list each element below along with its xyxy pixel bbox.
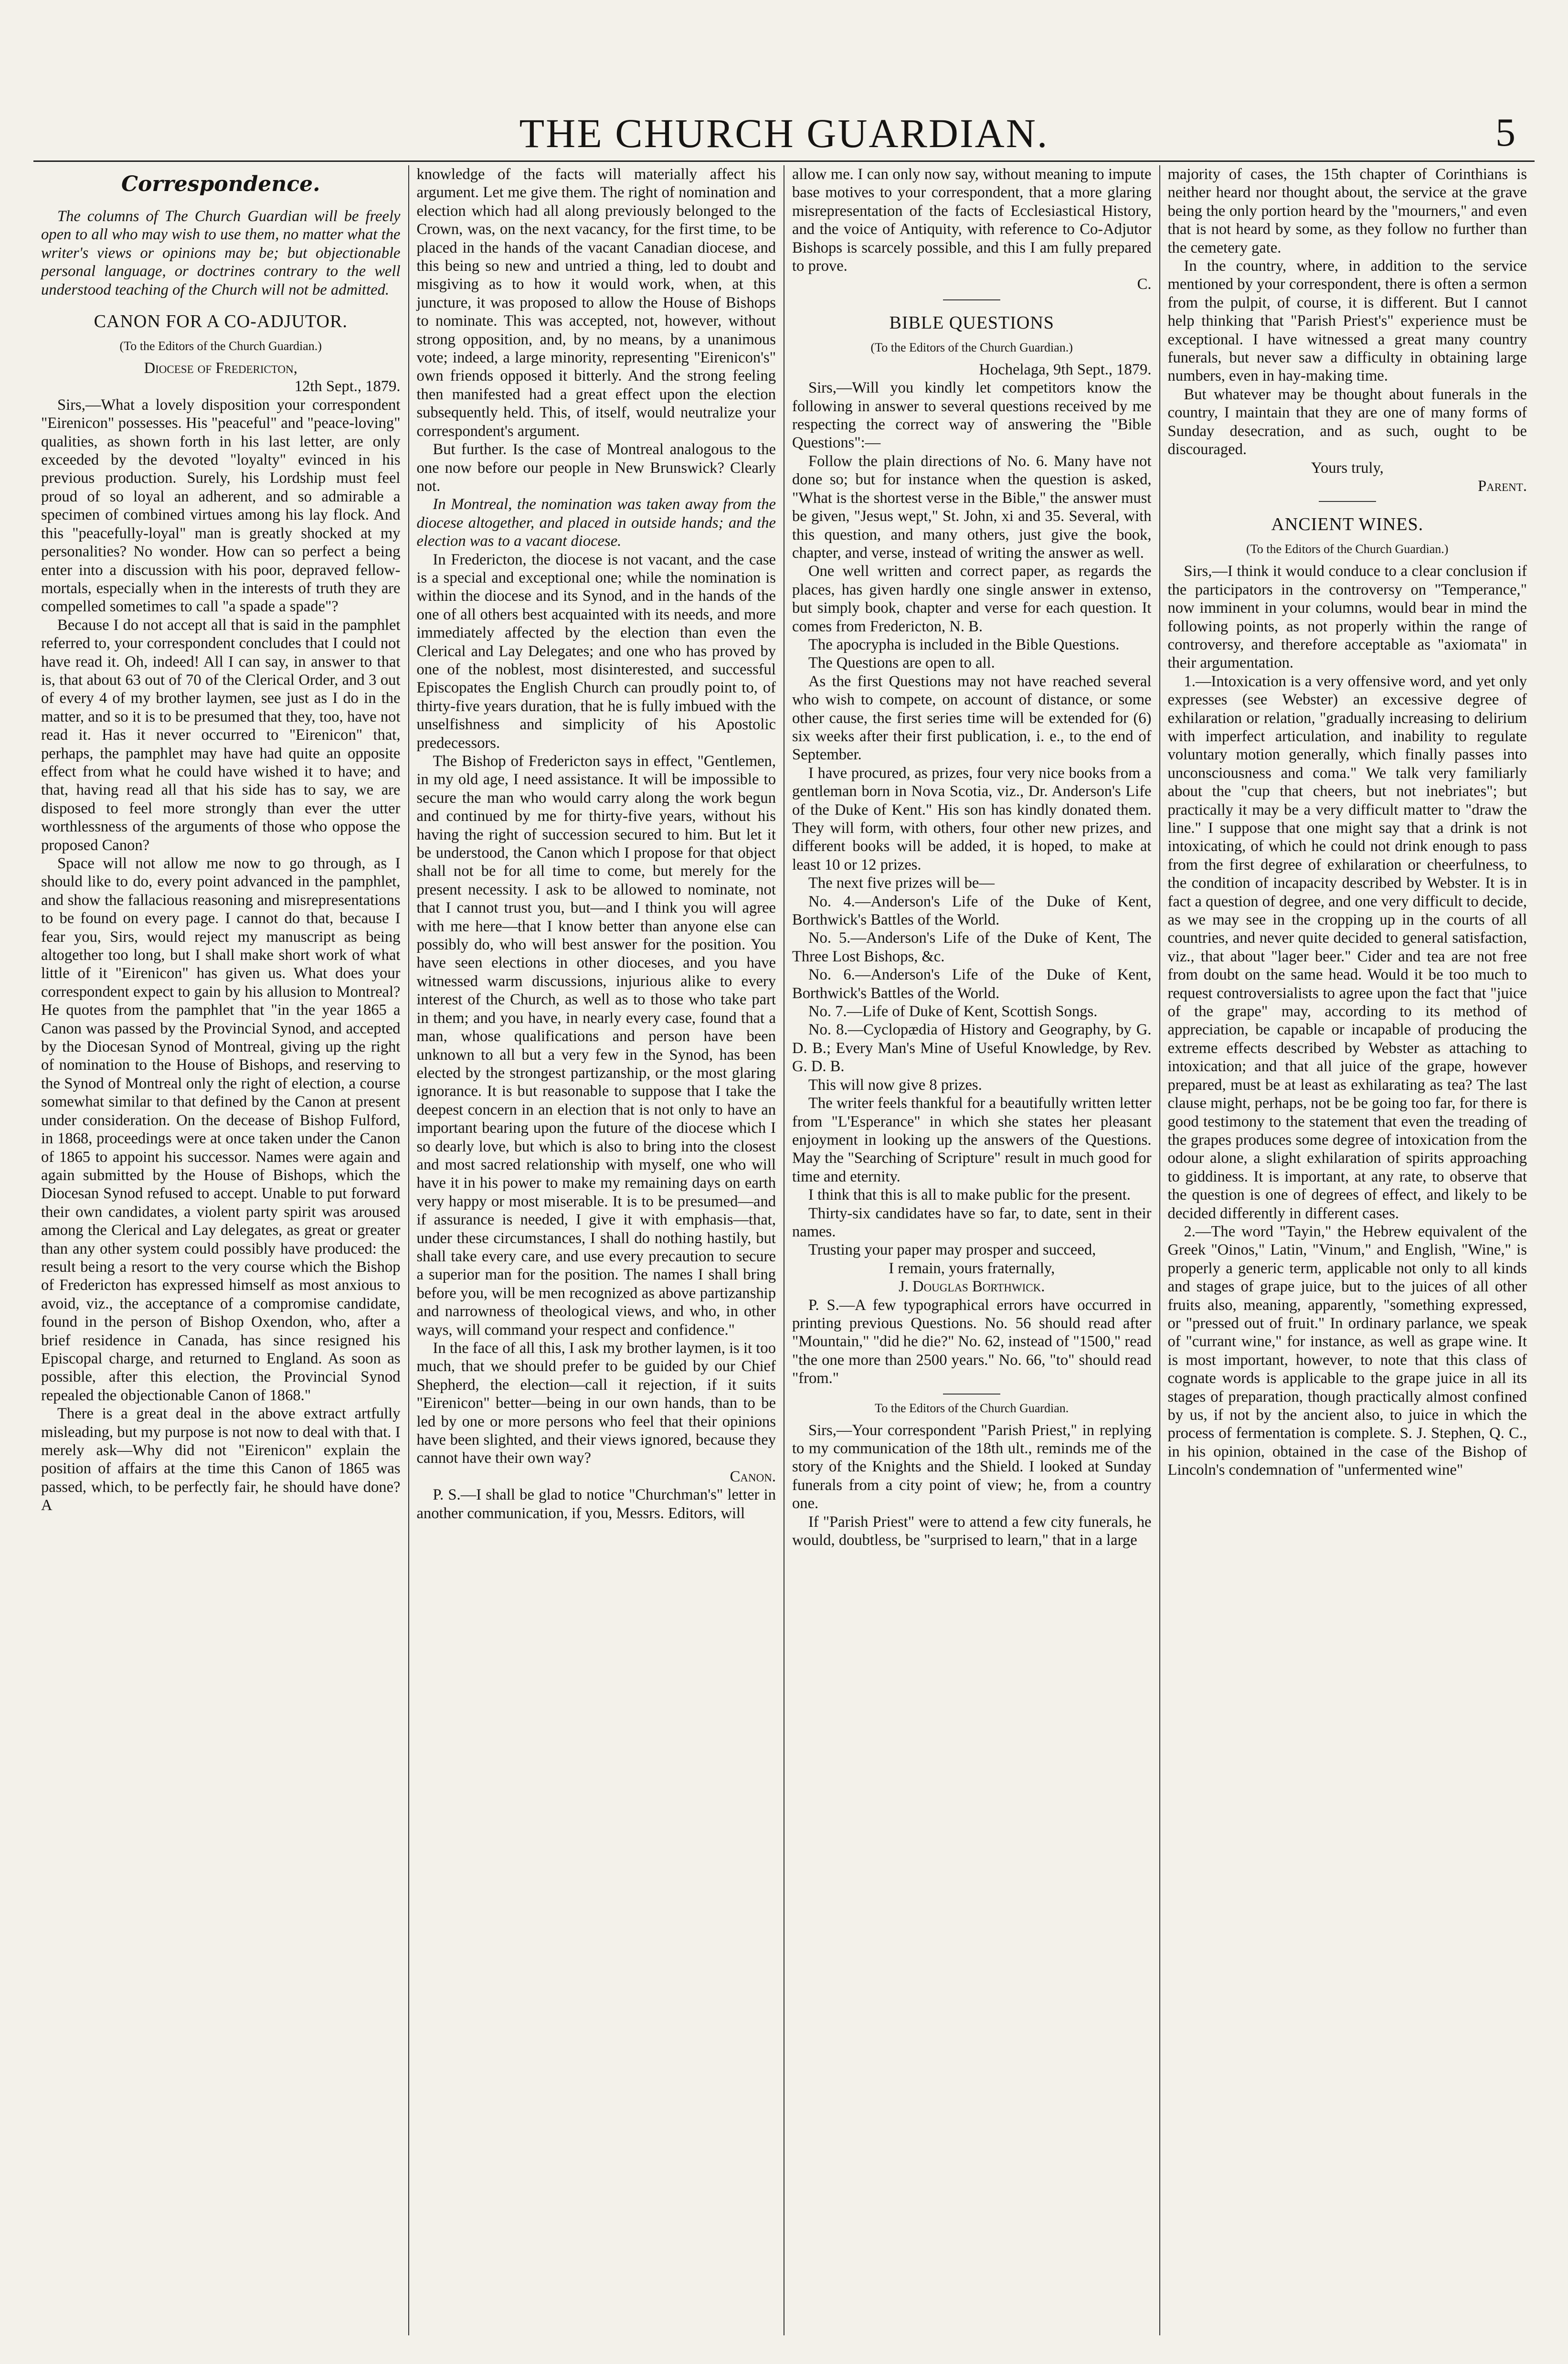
paragraph: One well written and correct paper, as regards the places, has given hardly one single answer in extenso, but simply book, chapter and verse for each question. It comes from Fredericton, N. B. bbox=[792, 563, 1152, 635]
paragraph: I think that this is all to make public for the present. bbox=[808, 1186, 1131, 1204]
paragraph: There is a great deal in the above extract artfully misleading, but my purpose is not now to deal with that. I merely ask—Why did not "Eirenicon" explain the position of affairs at the time this Canon of 1865 was passed, which, to be perfectly fair, he should have done? A bbox=[41, 1405, 401, 1514]
paragraph: P. S.—A few typographical errors have occurred in printing previous Questions. No. 56 should read after "Mountain," "did he die?" No. 62, instead of "1500," read "the one more than 2500 years." No. 66, "to" should read "from." bbox=[792, 1296, 1152, 1387]
paragraph: This will now give 8 prizes. bbox=[808, 1076, 982, 1094]
column-4 bbox=[1159, 165, 1535, 2335]
paragraph: Thirty-six candidates have so far, to date, sent in their names. bbox=[792, 1204, 1152, 1240]
newspaper-title: THE CHURCH GUARDIAN. bbox=[519, 110, 1049, 156]
paragraph: In the face of all this, I ask my brother laymen, is it too much, that we should prefer to be guided by our Chief Shepherd, the election—call it rejection, if it suits "Eirenicon" better—being in our own hands, than to be led by one or more persons who feel that their opinions have been slighted, and their views ignored, because they cannot have their own way? bbox=[416, 1340, 776, 1467]
separator-rule bbox=[1319, 501, 1376, 502]
editorial-policy-note: The columns of The Church Guardian will be freely open to all who may wish to use them, no matter what the writer's views or opinions may be; but objectionable personal language, or doctrines contrary to the well understood teaching of the Church will not be admitted. bbox=[41, 208, 401, 298]
masthead-rule bbox=[33, 160, 1535, 162]
paragraph: Space will not allow me now to go through, as I should like to do, every point advanced in the pamphlet, and show the fallacious reasoning and misrepresentations to be found on every page. I cannot do that, because I fear you, Sirs, would reject my manuscript as being altogether too long, but I shall make short work of what little of it "Eirenicon" has given us. What does your correspondent expect to gain by his allusion to Montreal? He quotes from the pamphlet that "in the year 1865 a Canon was passed by the Provincial Synod, and accepted by the Diocesan Synod of Montreal, giving up the right of nomination to the House of Bishops, and reserving to the Synod of Montreal only the right of election, a course somewhat similar to that defined by the Canon at present under consideration. On the decease of Bishop Fulford, in 1868, proceedings were at once taken under the Canon of 1865 to appoint his successor. Names were again and again submitted by the House of Bishops, which the Diocesan Synod refused to accept. Unable to put forward their own candidates, a violent party spirit was aroused among the Clerical and Lay delegates, as great or greater than any other system could possibly have produced: the result being a resort to the very course which the Bishop of Fredericton has expressed himself as most anxious to avoid, viz., the acceptance of a compromise candidate, found in the person of Bishop Oxendon, who, after a brief residence in Canada, has since resigned his Episcopal charge, and returned to England. As soon as possible, after this election, the Provincial Synod repealed the objectionable Canon of 1868." bbox=[41, 855, 401, 1404]
paragraph: 1.—Intoxication is a very offensive word, and yet only expresses (see Webster) an excessive degree of exhilaration or relation, "gradually increasing to delirium with imperfect articulation, and inability to regulate voluntary motion generally, which finally passes into unconsciousness and coma." We talk very familiarly about the "cup that cheers, but not inebriates"; but practically it may be a very difficult matter to "draw the line." I suppose that one might say that a drink is not intoxicating, of which he could not drink enough to pass from the first degree of exhilaration or cheerfulness, to the condition of incapacity described by Webster. It is in fact a question of degree, and one very difficult to decide, as we may see in the cropping up in the courts of all countries, and never quite decided to general satisfaction, viz., that about "lager beer." Cider and tea are not free from doubt on the same head. Would it be too much to request controversialists to agree upon the fact that "juice of the grape" may, according to its method of appreciation, be capable or incapable of producing the extreme effects described by Webster as attaching to intoxication; and that all juice of the grape, however prepared, must be at least as exhilarating as tea? The last clause might, perhaps, not be be going too far, for there is good testimony to the statement that even the treading of the grapes produces some degree of intoxication from the odour alone, a slight exhilaration of spirits approaching to giddiness. It is important, at any rate, to observe that the question is one of degrees of effect, and likely to be decided differently in different cases. bbox=[1167, 672, 1527, 1222]
paragraph: The next five prizes will be— bbox=[808, 874, 995, 892]
section-title: Correspondence. bbox=[121, 172, 320, 196]
page-number: 5 bbox=[1495, 110, 1515, 155]
paragraph: The Questions are open to all. bbox=[808, 654, 995, 672]
paragraph: But whatever may be thought about funerals in the country, I maintain that they are one of many forms of Sunday desecration, and as such, ought to be discouraged. bbox=[1167, 385, 1527, 458]
column-2 bbox=[408, 165, 784, 2335]
paragraph: As the first Questions may not have reached several who wish to compete, on account of distance, or some other cause, the first series time will be extended for (6) six weeks after their first publication, i. e., to the end of September. bbox=[792, 672, 1152, 764]
dateline-place: Diocese of Fredericton, bbox=[144, 360, 297, 377]
paragraph: In the country, where, in addition to the service mentioned by your correspondent, there is often a sermon from the pulpit, of course, it is different. But I cannot help thinking that "Parish Priest's" experience must be exceptional. I have witnessed a great many country funerals, but never saw a difficulty in obtaining large numbers, even in hay-making time. bbox=[1167, 257, 1527, 385]
paragraph: In Fredericton, the diocese is not vacant, and the case is a special and exceptional one; while the nomination is within the diocese and its Synod, and in the hands of the one of all others best acquainted with its needs, and more immediately affected by the election than even the Clerical and Lay Delegates; and one who has proved by one of the noblest, most disinterested, and successful Episcopates the English Church can proudly point to, of thirty-five years duration, that he is fully imbued with the unselfishness and simplicity of his Apostolic predecessors. bbox=[416, 551, 776, 752]
paragraph: Sirs,—I think it would conduce to a clear conclusion if the participators in the controversy on "Temperance," now imminent in your columns, would bear in mind the following points, as not properly within the range of controversy, and therefore acceptable as "axiomata" in their argumentation. bbox=[1167, 563, 1527, 672]
separator-rule bbox=[943, 299, 1000, 300]
signature: J. Douglas Borthwick. bbox=[899, 1278, 1045, 1296]
column-3 bbox=[784, 165, 1159, 2335]
dateline-date: 12th Sept., 1879. bbox=[294, 378, 401, 395]
signature: Canon. bbox=[730, 1468, 776, 1485]
paragraph: I have procured, as prizes, four very nice books from a gentleman born in Nova Scotia, viz., Dr. Anderson's Life of the Duke of Kent." His son has kindly donated them. They will form, with others, four other new prizes, and different books will be added, it is hoped, to make at least 10 or 12 prizes. bbox=[792, 764, 1152, 873]
paragraph: In Montreal, the nomination was taken away from the diocese altogether, and placed in outside hands; and the election was to a vacant diocese. bbox=[416, 496, 776, 550]
paragraph: If "Parish Priest" were to attend a few city funerals, he would, doubtless, be "surprised to learn," that in a large bbox=[792, 1513, 1152, 1549]
paragraph: Sirs,—Your correspondent "Parish Priest," in replying to my communication of the 18th ult., reminds me of the story of the Knights and the Shield. I looked at Sunday funerals from a city point of view; he, from a country one. bbox=[792, 1421, 1152, 1512]
masthead bbox=[33, 0, 1535, 158]
paragraph: allow me. I can only now say, without meaning to impute base motives to your correspondent, that a more glaring misrepresentation of the facts of Ecclesiastical History, and the voice of Antiquity, with reference to Co-Adjutor Bishops is scarcely possible, and this I am fully prepared to prove. bbox=[792, 166, 1152, 275]
paragraph: knowledge of the facts will materially affect his argument. Let me give them. The right of nomination and election which had all along previously belonged to the Crown, was, on the next vacancy, for the first time, to be placed in the hands of the vacant Canadian diocese, and this being so new and untried a thing, led to doubt and misgiving as to how it would work, when, at this juncture, it was proposed to allow the House of Bishops to nominate. This was accepted, not, however, without strong opposition, and, by no means, by a unanimous vote; indeed, a large minority, representing "Eirenicon's" own friends opposed it bitterly. And the strong feeling then manifested had a great effect upon the election subsequently held. This, of itself, would neutralize your correspondent's argument. bbox=[416, 166, 776, 440]
to-editors-line: (To the Editors of the Church Guardian.) bbox=[119, 339, 322, 353]
separator-rule bbox=[943, 1394, 1000, 1395]
paragraph: majority of cases, the 15th chapter of Corinthians is neither heard nor thought about, the service at the grave being the only portion heard by the "mourners," and even that is not heard by some, as they follow no further than the cemetery gate. bbox=[1167, 166, 1527, 256]
paragraph: No. 5.—Anderson's Life of the Duke of Kent, The Three Lost Bishops, &c. bbox=[792, 929, 1152, 965]
article-title-bible: BIBLE QUESTIONS bbox=[889, 312, 1054, 333]
paragraph: Because I do not accept all that is said in the pamphlet referred to, your correspondent concludes that I could not have read it. Oh, indeed! All I can say, in answer to that is, that about 63 out of 70 of the Clerical Order, and 3 out of every 4 of my brother laymen, see just as I do in the matter, and so it is to be presumed that they, too, have not read it. Has it never occurred to "Eirenicon" that, perhaps, the pamphlet may have had quite an opposite effect from what he could have wished it to have; and that, having read all that his side has to say, we are disposed to feel more strongly than ever the utter worthlessness of the arguments of those who oppose the proposed Canon? bbox=[41, 616, 401, 854]
paragraph: No. 7.—Life of Duke of Kent, Scottish Songs. bbox=[808, 1003, 1098, 1021]
to-editors-line: To the Editors of the Church Guardian. bbox=[875, 1401, 1069, 1415]
paragraph: P. S.—I shall be glad to notice "Churchman's" letter in another communication, if you, Messrs. Editors, will bbox=[416, 1486, 776, 1522]
paragraph: 2.—The word "Tayin," the Hebrew equivalent of the Greek "Oinos," Latin, "Vinum," and English, "Wine," is properly a generic term, applicable not only to all kinds and stages of grape juice, but to the juices of all other fruits also, meaning, apparently, "something expressed, or "pressed out of fruit." In ordinary parlance, we speak of "currant wine," for instance, as well as grape wine. It is most important, however, to note that this class of cognate words is applicable to the grape juice in all its stages of preparation, though practically almost confined by us, if not by the ancient also, to juice in which the process of fermentation is complete. S. J. Stephen, Q. C., in his opinion, obtained in the case of the Bishop of Lincoln's condemnation of "unfermented wine" bbox=[1167, 1223, 1527, 1479]
signature: Parent. bbox=[1478, 477, 1527, 495]
dateline: Hochelaga, 9th Sept., 1879. bbox=[979, 361, 1152, 378]
paragraph: No. 4.—Anderson's Life of the Duke of Kent, Borthwick's Battles of the World. bbox=[792, 893, 1152, 929]
paragraph: Trusting your paper may prosper and succeed, bbox=[808, 1241, 1096, 1259]
closing: Yours truly, bbox=[1311, 459, 1384, 477]
paragraph: Sirs,—What a lovely disposition your correspondent "Eirenicon" possesses. His "peaceful" and "peace-loving" qualities, as shown forth in his last letter, are only exceeded by the devoted "loyalty" evinced in his previous production. Surely, his Lordship must feel proud of so loyal an adherent, and so admirable a specimen of combined virtues among his lay flock. And this "peacefully-loyal" man is greatly shocked at my personalities? No wonder. How can so perfect a being enter into a discussion with his poor, depraved fellow-mortals, especially when in the interests of truth they are compelled sometimes to call "a spade a spade"? bbox=[41, 396, 401, 616]
paragraph: The apocrypha is included in the Bible Questions. bbox=[808, 636, 1120, 653]
paragraph: But further. Is the case of Montreal analogous to the one now before our people in New Brunswick? Clearly not. bbox=[416, 441, 776, 495]
paragraph: No. 8.—Cyclopædia of History and Geography, by G. D. B.; Every Man's Mine of Useful Knowledge, by Rev. G. D. B. bbox=[792, 1021, 1152, 1076]
signature: C. bbox=[1137, 276, 1152, 293]
paragraph: Follow the plain directions of No. 6. Many have not done so; but for instance when the question is asked, "What is the shortest verse in the Bible," the answer must be given, "Jesus wept," St. John, xi and 35. Several, with this question, and many others, just give the book, chapter, and verse, instead of writing the answer as well. bbox=[792, 452, 1152, 562]
paragraph: The writer feels thankful for a beautifully written letter from "L'Esperance" in which she states her pleasant enjoyment in looking up the answers of the Questions. May the "Searching of Scripture" result in much good for time and eternity. bbox=[792, 1095, 1152, 1185]
paragraph: No. 6.—Anderson's Life of the Duke of Kent, Borthwick's Battles of the World. bbox=[792, 966, 1152, 1002]
column-1 bbox=[33, 165, 408, 2335]
to-editors-line: (To the Editors of the Church Guardian.) bbox=[870, 340, 1073, 354]
paragraph: The Bishop of Fredericton says in effect, "Gentlemen, in my old age, I need assistance. It will be impossible to secure the man who would carry along the work begun and continued by me for thirty-five years, without his having the right of succession secured to him. But let it be understood, the Canon which I propose for that object shall not be for all time to come, but merely for the present necessity. I ask to be allowed to nominate, not that I cannot trust you, but—and I think you will agree with me here—that I know better than anyone else can possibly do, who will best answer for the position. You have seen elections in other dioceses, and you have witnessed warm discussions, injurious alike to every interest of the Church, as well as to those who take part in them; and you have, in nearly every case, found that a man, whose qualifications and person have been unknown to all but a very few in the Synod, has been elected by the strongest partizanship, or the most glaring ignorance. It is but reasonable to suppose that I take the deepest concern in an election that is not only to have an important bearing upon the future of the diocese which I so dearly love, but which is also to bring into the closest and most sacred relationship with myself, one who will have it in his power to make my remaining days on earth very happy or most miserable. It is to be presumed—and if assurance is needed, I give it with emphasis—that, under these circumstances, I shall do nothing hastily, but shall take every care, and use every precaution to secure a superior man for the position. The names I shall bring before you, will be men recognized as above partizanship and narrowness of theological views, and who, in other ways, will command your respect and confidence." bbox=[416, 753, 776, 1339]
columns bbox=[33, 165, 1535, 2335]
to-editors-line: (To the Editors of the Church Guardian.) bbox=[1246, 542, 1449, 556]
paragraph: Sirs,—Will you kindly let competitors know the following in answer to several questions received by me respecting the correct way of answering the "Bible Questions":— bbox=[792, 379, 1152, 452]
article-title-canon: CANON FOR A CO-ADJUTOR. bbox=[94, 311, 348, 332]
article-title-wines: ANCIENT WINES. bbox=[1271, 514, 1424, 535]
closing: I remain, yours fraternally, bbox=[889, 1259, 1055, 1277]
